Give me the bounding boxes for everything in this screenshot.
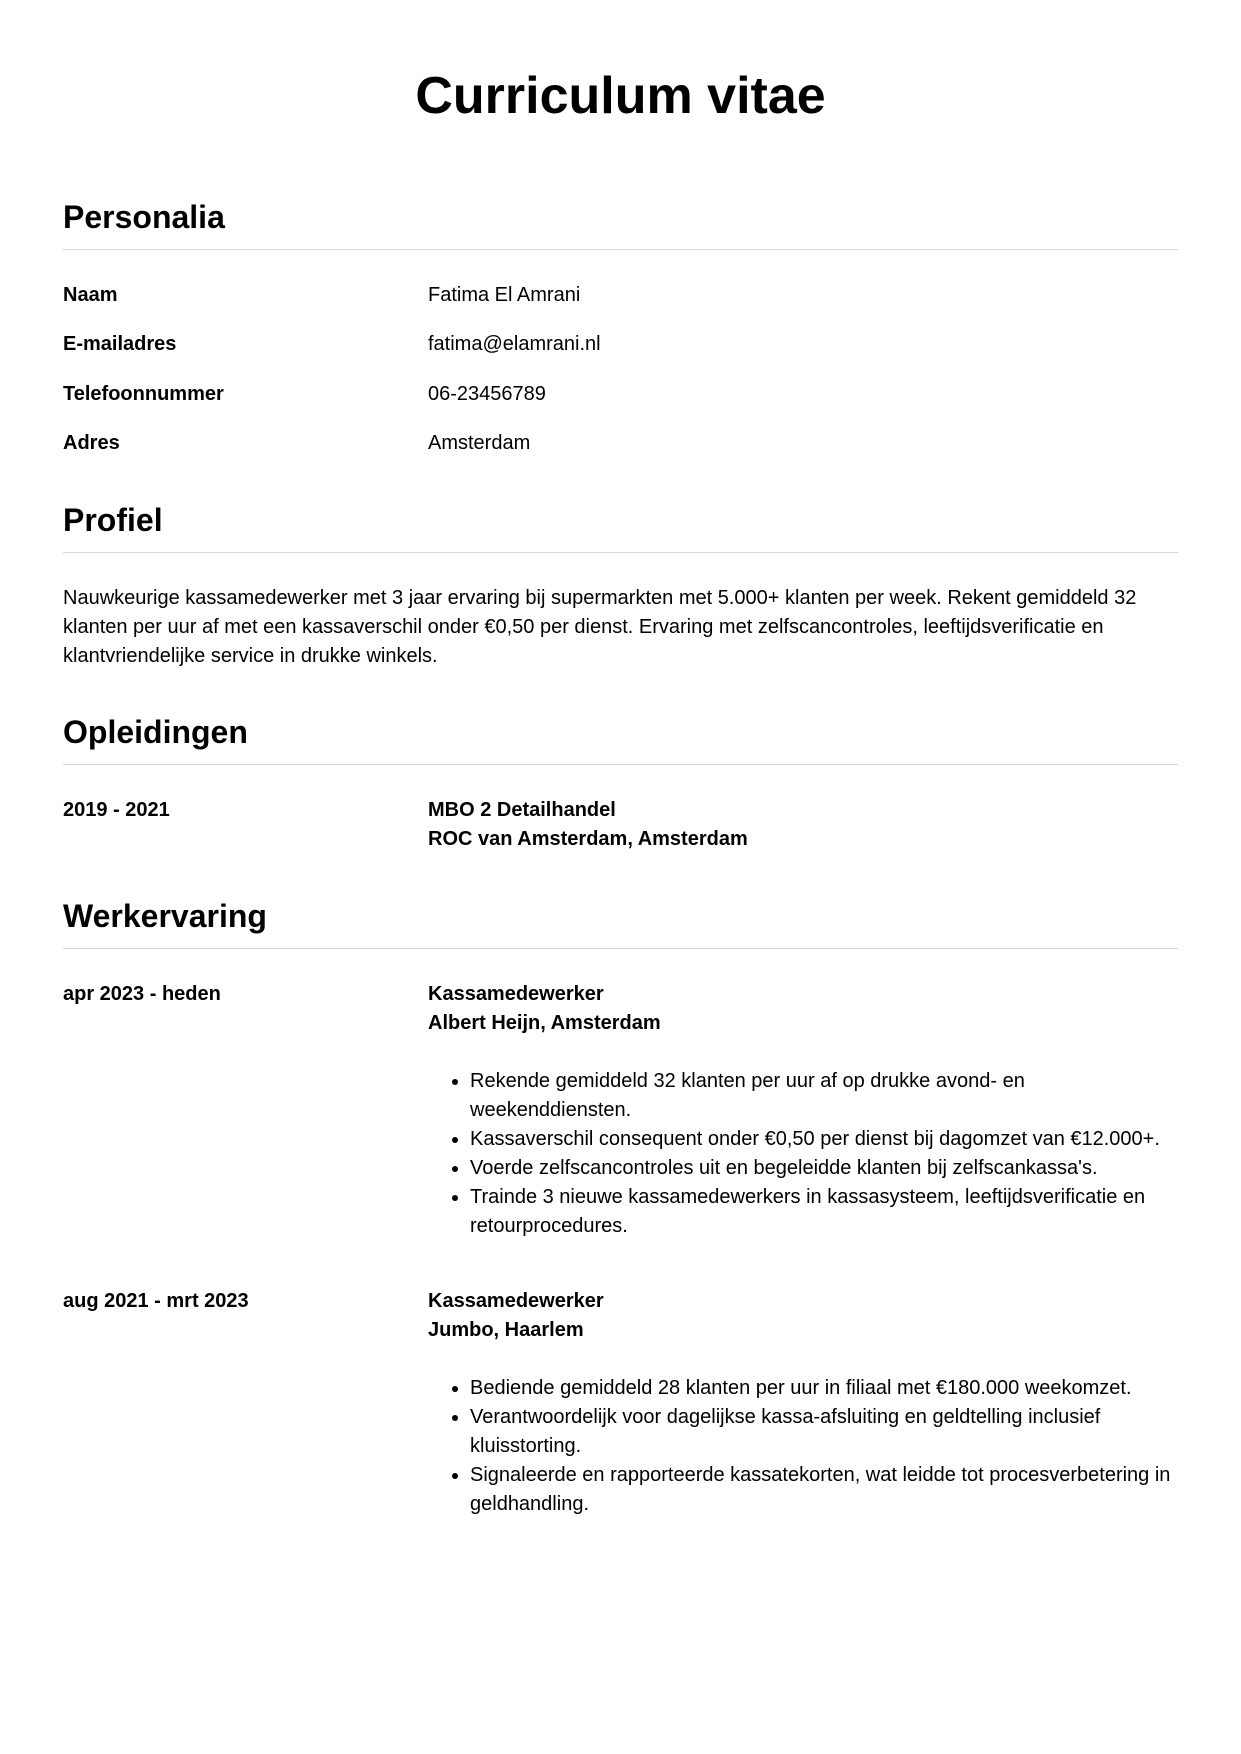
field-value: Fatima El Amrani — [428, 284, 581, 306]
profile-text: Nauwkeurige kassamedewerker met 3 jaar ervaring bij supermarkten met 5.000+ klanten per week. Rekent gemiddeld 32 klanten per uur af met een kassaverschil onder €0,50 per dienst. Ervaring met zelfscancontroles, leeftijdsverificatie en klantvriendelijke service in drukke winkels. — [63, 587, 1137, 667]
section-title-werkervaring: Werkervaring — [63, 898, 267, 934]
field-label: E-mailadres — [63, 333, 177, 355]
field-label: Telefoonnummer — [63, 383, 224, 405]
work-period: apr 2023 - heden — [63, 983, 221, 1005]
section-divider — [63, 948, 1178, 949]
work-title: Kassamedewerker — [428, 983, 604, 1005]
field-label: Naam — [63, 284, 118, 306]
list-item: • Rekende gemiddeld 32 klanten per uur af op drukke avond- en weekenddiensten. — [470, 1067, 1178, 1125]
section-title-personalia: Personalia — [63, 199, 225, 235]
list-item: • Voerde zelfscancontroles uit en begeleidde klanten bij zelfscankassa's. — [470, 1154, 1178, 1183]
work-employer: Jumbo, Haarlem — [428, 1319, 584, 1341]
page-title: Curriculum vitae — [415, 67, 826, 125]
work-detail — [428, 1287, 1178, 1519]
field-value: fatima@elamrani.nl — [428, 333, 601, 355]
list-item: • Trainde 3 nieuwe kassamedewerkers in kassasysteem, leeftijdsverificatie en retourprocedures. — [470, 1183, 1178, 1241]
education-title: MBO 2 Detailhandel — [428, 799, 616, 821]
work-title: Kassamedewerker — [428, 1290, 604, 1312]
field-label: Adres — [63, 432, 120, 454]
education-detail — [428, 796, 1178, 854]
work-employer: Albert Heijn, Amsterdam — [428, 1012, 661, 1034]
field-value: 06-23456789 — [428, 383, 546, 405]
list-item: • Verantwoordelijk voor dagelijkse kassa-afsluiting en geldtelling inclusief kluisstorting. — [470, 1403, 1178, 1461]
list-item: • Signaleerde en rapporteerde kassatekorten, wat leidde tot procesverbetering in geldhandling. — [470, 1461, 1178, 1519]
field-value: Amsterdam — [428, 432, 531, 454]
work-bullet-list — [428, 1067, 1178, 1241]
list-item: • Bediende gemiddeld 28 klanten per uur in filiaal met €180.000 weekomzet. — [470, 1374, 1178, 1403]
section-title-profiel: Profiel — [63, 502, 163, 538]
section-divider — [63, 764, 1178, 765]
section-title-opleidingen: Opleidingen — [63, 714, 248, 750]
work-bullet-list — [428, 1374, 1178, 1519]
work-detail — [428, 980, 1178, 1241]
education-institution: ROC van Amsterdam, Amsterdam — [428, 828, 748, 850]
list-item: • Kassaverschil consequent onder €0,50 per dienst bij dagomzet van €12.000+. — [470, 1125, 1178, 1154]
work-period: aug 2021 - mrt 2023 — [63, 1290, 249, 1312]
education-period: 2019 - 2021 — [63, 799, 170, 821]
section-divider — [63, 552, 1178, 553]
section-divider — [63, 249, 1178, 250]
